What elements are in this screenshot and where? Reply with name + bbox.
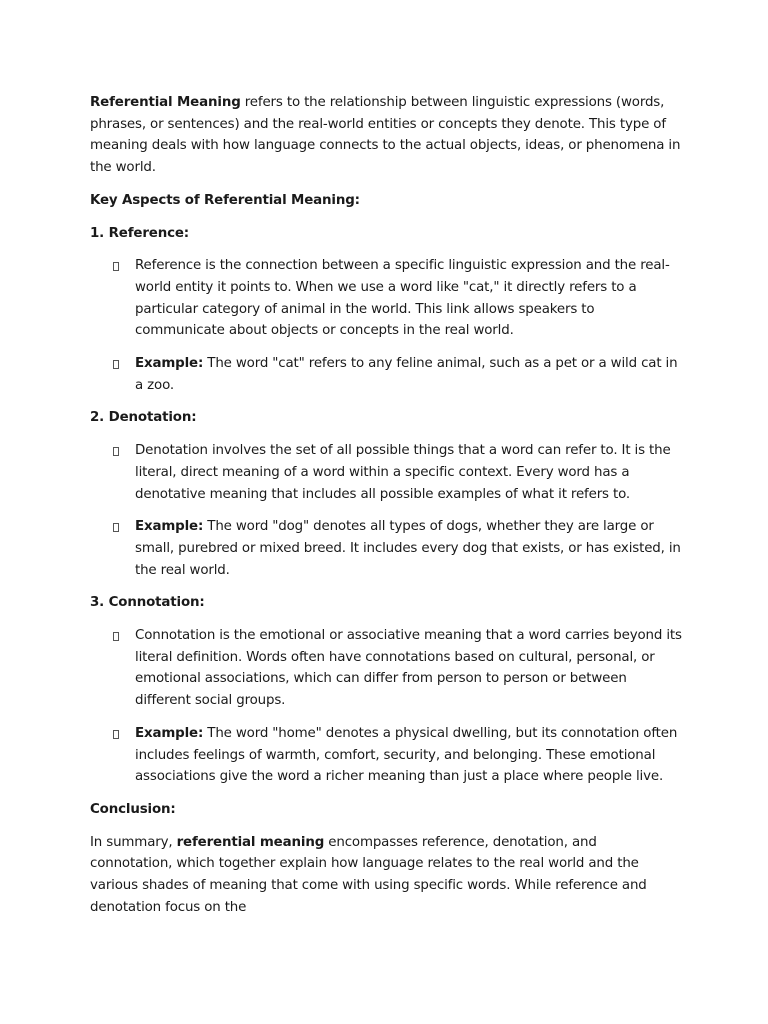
bullet-box-icon xyxy=(113,730,119,739)
bullet-box-icon xyxy=(113,632,119,641)
conclusion-lead: In summary, xyxy=(90,834,177,850)
bullet-box-icon xyxy=(113,447,119,456)
conclusion-text: encompasses reference, denotation, and connotation, which together explain how language relates to the real world and the various shades of meaning that come with using specific words. While reference and denotation focus on the xyxy=(90,834,647,915)
conclusion-term: referential meaning xyxy=(176,834,325,850)
intro-term: Referential Meaning xyxy=(90,95,241,110)
conclusion-paragraph xyxy=(90,832,682,919)
bullet-box-icon xyxy=(113,262,119,271)
intro-paragraph xyxy=(90,92,682,179)
section-heading-reference: 1. Reference: xyxy=(90,225,190,241)
example-label: Example: xyxy=(135,356,204,372)
denotation-definition: Denotation involves the set of all possible things that a word can refer to. It is the literal, direct meaning of a word within a specific context. Every word has a denotative meaning that includes all possible examples of what it refers to. xyxy=(135,443,671,502)
connotation-list xyxy=(90,625,682,788)
reference-example: The word "cat" refers to any feline animal, such as a pet or a wild cat in a zoo. xyxy=(135,356,678,393)
connotation-definition: Connotation is the emotional or associative meaning that a word carries beyond its literal definition. Words often have connotations based on cultural, personal, or emotional associations, which can differ from person to person or between different social groups. xyxy=(135,628,682,709)
document-page xyxy=(90,92,682,919)
list-item xyxy=(90,353,682,396)
bullet-box-icon xyxy=(113,523,119,532)
section-heading-connotation: 3. Connotation: xyxy=(90,595,205,611)
section-heading-denotation: 2. Denotation: xyxy=(90,410,197,426)
conclusion-heading: Conclusion: xyxy=(90,801,176,817)
list-item xyxy=(90,723,682,788)
example-label: Example: xyxy=(135,519,204,535)
denotation-list xyxy=(90,440,682,581)
list-item xyxy=(90,255,682,342)
denotation-example: The word "dog" denotes all types of dogs, whether they are large or small, purebred or mixed breed. It includes every dog that exists, or has existed, in the real world. xyxy=(135,519,681,578)
intro-text: refers to the relationship between linguistic expressions (words, phrases, or sentences) and the real-world entities or concepts they denote. This type of meaning deals with how language connects to the actual objects, ideas, or phenomena in the world. xyxy=(90,95,681,176)
example-label: Example: xyxy=(135,725,204,741)
connotation-example: The word "home" denotes a physical dwelling, but its connotation often includes feelings of warmth, comfort, security, and belonging. These emotional associations give the word a richer meaning than just a place where people live. xyxy=(135,725,678,785)
list-item xyxy=(90,516,682,581)
reference-definition: Reference is the connection between a specific linguistic expression and the real-world entity it points to. When we use a word like "cat," it directly refers to a particular category of animal in the world. This link allows speakers to communicate about objects or concepts in the real world. xyxy=(135,258,670,339)
reference-list xyxy=(90,255,682,396)
bullet-box-icon xyxy=(113,360,119,369)
list-item xyxy=(90,625,682,712)
key-aspects-heading: Key Aspects of Referential Meaning: xyxy=(90,192,360,208)
list-item xyxy=(90,440,682,505)
